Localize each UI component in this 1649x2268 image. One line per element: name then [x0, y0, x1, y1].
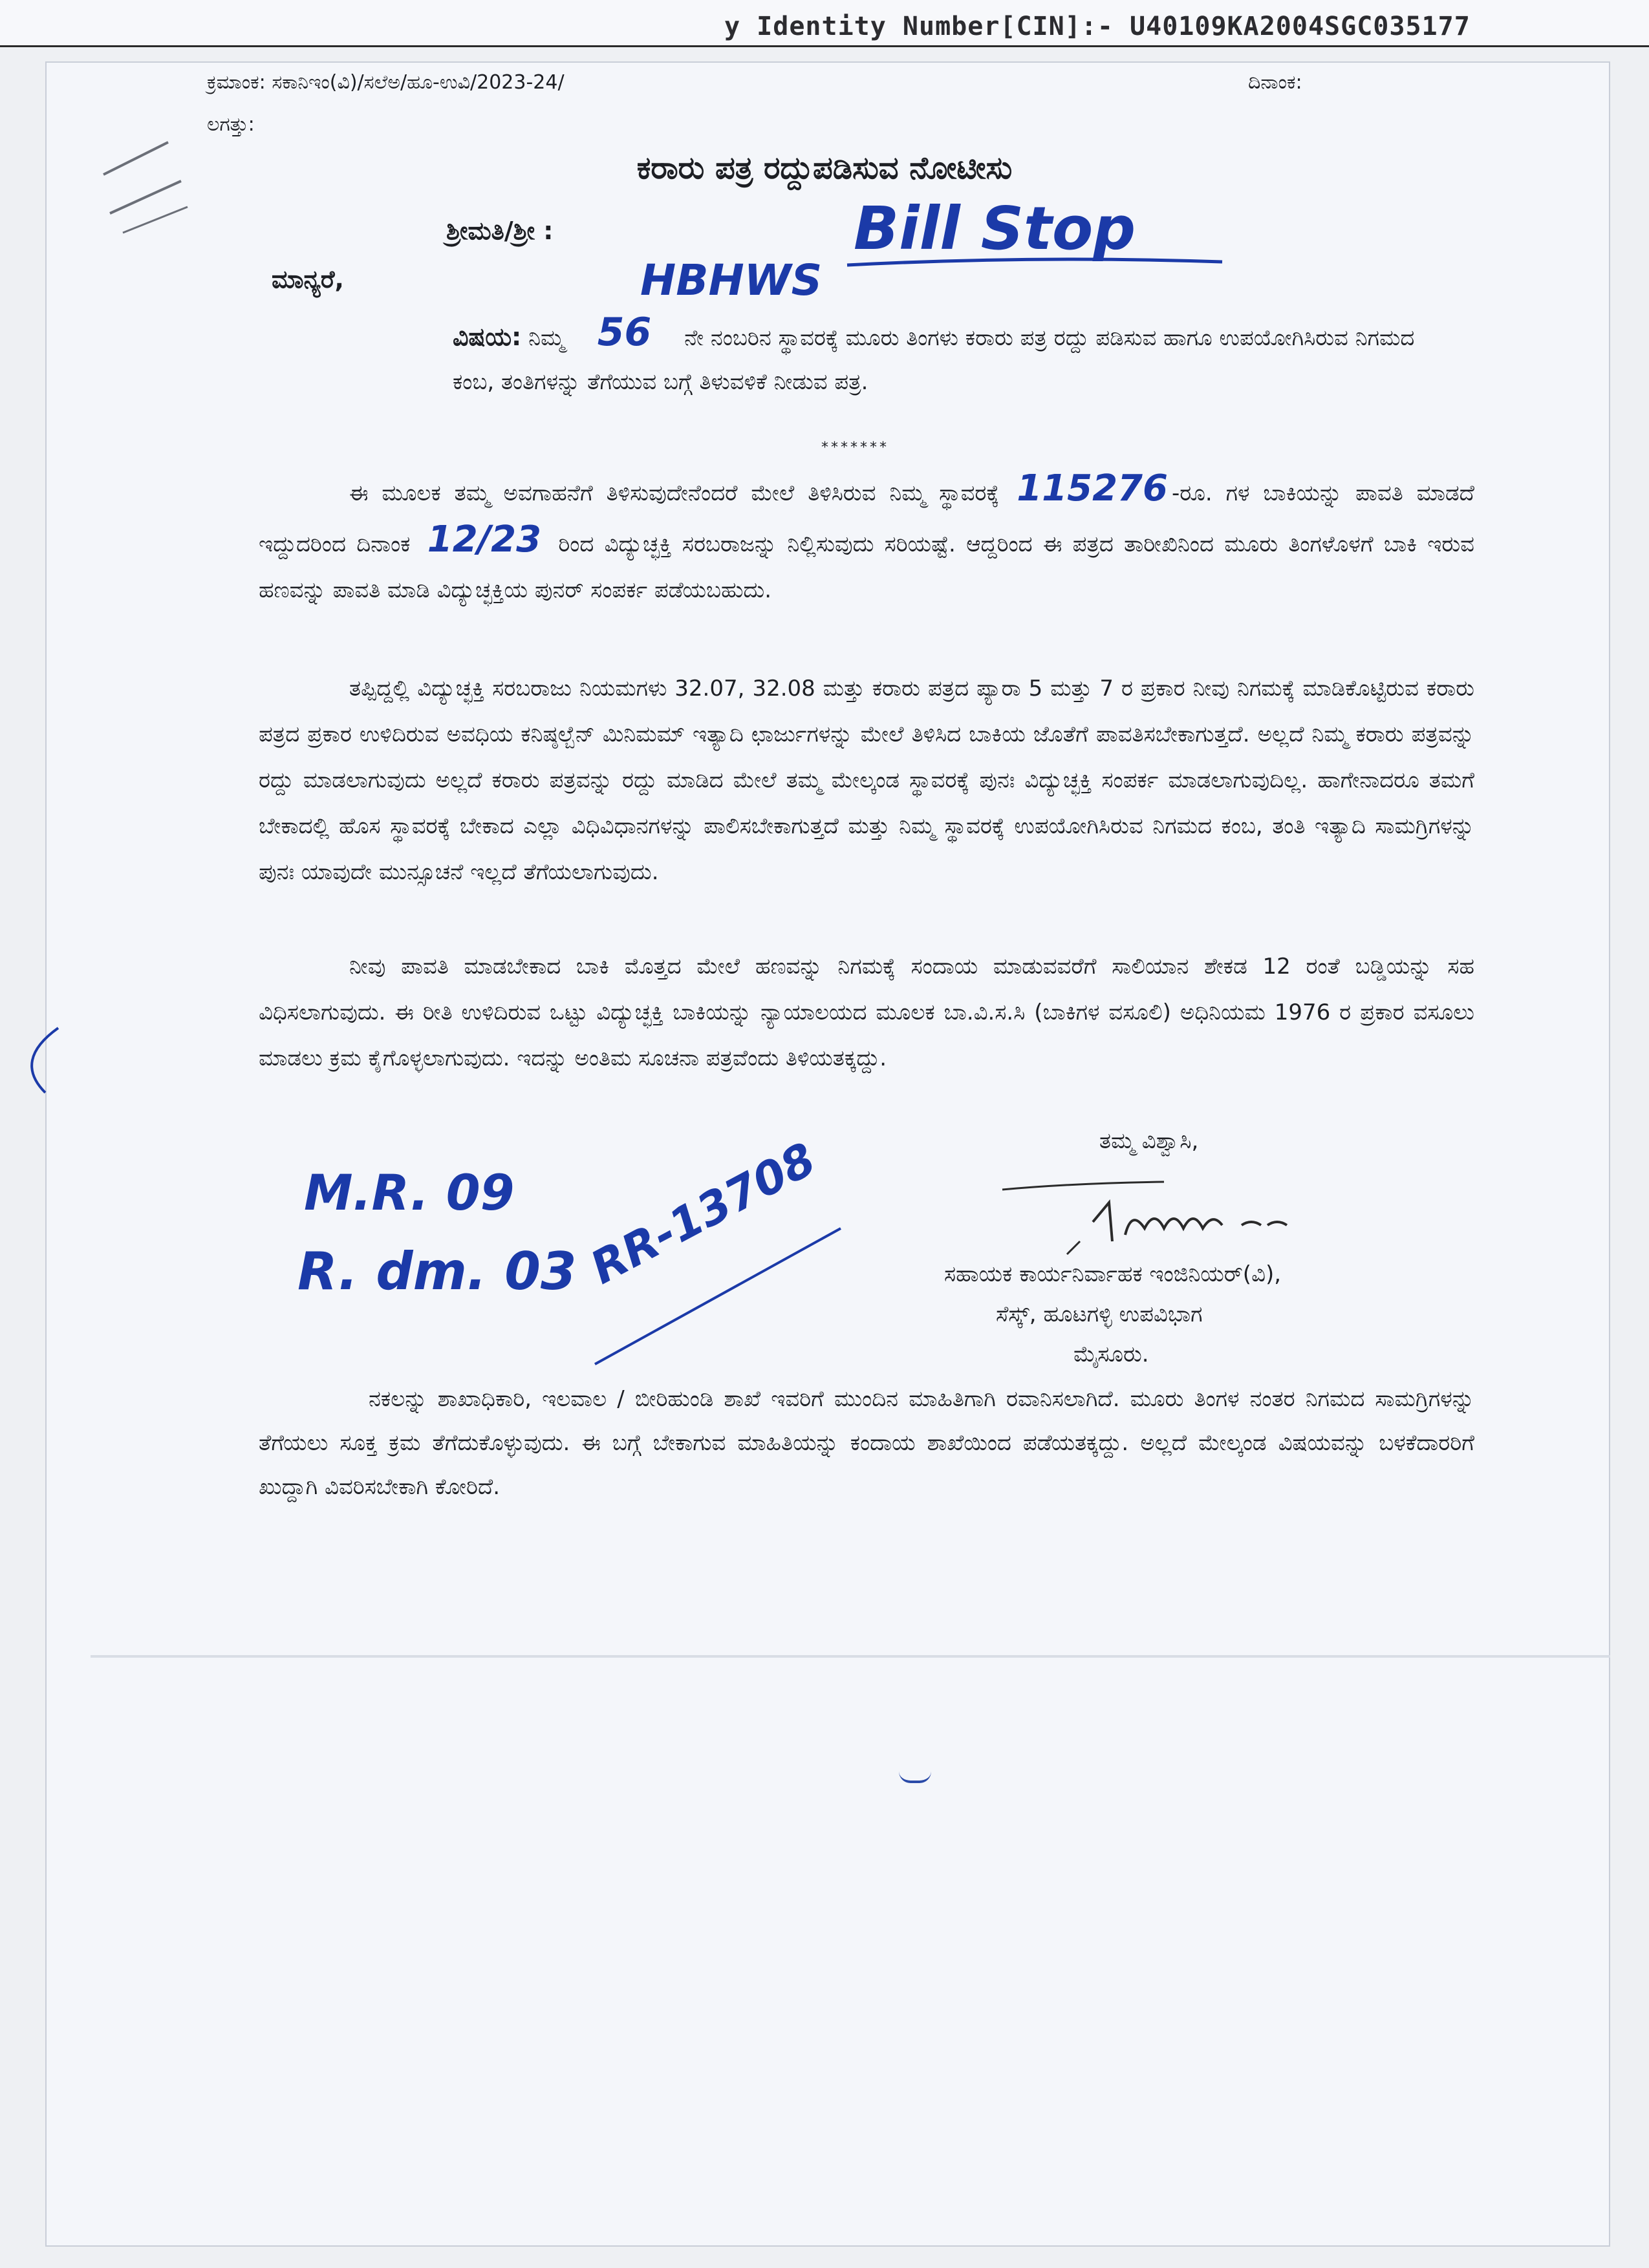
annotation-mr: M.R. 09 — [304, 1164, 515, 1221]
separator: ******* — [821, 440, 889, 456]
subject-label: ವಿಷಯ: — [453, 323, 522, 351]
annotation-rdm: R. dm. 03 — [297, 1241, 577, 1301]
paragraph-1-part-1: ಈ ಮೂಲಕ ತಮ್ಮ ಅವಗಾಹನೆಗೆ ತಿಳಿಸುವುದೇನೆಂದರೆ ಮೇಲೆ ತಿಳಿಸಿರುವ ನಿಮ್ಮ ಸ್ಥಾವರಕ್ಕೆ — [349, 480, 1000, 506]
salutation: ಮಾನ್ಯರೆ, — [272, 265, 344, 294]
subject-text: ನೇ ನಂಬರಿನ ಸ್ಥಾವರಕ್ಕೆ ಮೂರು ತಿಂಗಳು ಕರಾರು ಪತ್ರ ರದ್ದು ಪಡಿಸುವ ಹಾಗೂ ಉಪಯೋಗಿಸಿರುವ ನಿಗಮದ ಕಂಬ, ತಂತಿಗಳನ್ನು ತೆಗೆಯುವ ಬಗ್ಗೆ ತಿಳುವಳಿಕೆ ನೀಡುವ ಪತ್ರ. — [453, 325, 1415, 395]
signatory-designation: ಸಹಾಯಕ ಕಾರ್ಯನಿರ್ವಾಹಕ ಇಂಜಿನಿಯರ್(ವಿ), — [944, 1261, 1282, 1287]
closing: ತಮ್ಮ ವಿಶ್ವಾಸಿ, — [1099, 1128, 1199, 1154]
paragraph-1-part-3: ರಿಂದ ವಿದ್ಯುಚ್ಛಕ್ತಿ ಸರಬರಾಜನ್ನು ನಿಲ್ಲಿಸುವುದು ಸರಿಯಷ್ಟೆ. ಆದ್ದರಿಂದ ಈ ಪತ್ರದ ತಾರೀಖಿನಿಂದ ಮೂರು ತಿಂಗಳೊಳಗೆ ಬಾಕಿ ಇರುವ ಹಣವನ್ನು ಪಾವತಿ ಮಾಡಿ ವಿದ್ಯುಚ್ಛಕ್ತಿಯ ಪುನರ್ ಸಂಪರ್ಕ ಪಡೆಯಬಹುದು. — [259, 531, 1475, 603]
enclosure-label: ಲಗತ್ತು: — [207, 113, 255, 136]
paragraph-3: ನೀವು ಪಾವತಿ ಮಾಡಬೇಕಾದ ಬಾಕಿ ಮೊತ್ತದ ಮೇಲೆ ಹಣವನ್ನು ನಿಗಮಕ್ಕೆ ಸಂದಾಯ ಮಾಡುವವರೆಗೆ ಸಾಲಿಯಾನ ಶೇಕಡ 12 ರಂತೆ ಬಡ್ಡಿಯನ್ನು ಸಹ ವಿಧಿಸಲಾಗುವುದು. ಈ ರೀತಿ ಉಳಿದಿರುವ ಒಟ್ಟು ವಿದ್ಯುಚ್ಛಕ್ತಿ ಬಾಕಿಯನ್ನು ನ್ಯಾಯಾಲಯದ ಮೂಲಕ ಬಾ.ವಿ.ಸ.ಸಿ (ಬಾಕಿಗಳ ವಸೂಲಿ) ಅಧಿನಿಯಮ 1976 ರ ಪ್ರಕಾರ ವಸೂಲು ಮಾಡಲು ಕ್ರಮ ಕೈಗೊಳ್ಳಲಾಗುವುದು. ಇದನ್ನು ಅಂತಿಮ ಸೂಚನಾ ಪತ್ರವೆಂದು ತಿಳಿಯತಕ್ಕದ್ದು. — [259, 954, 1474, 1071]
subject-block — [453, 310, 1423, 404]
annotation-rr: RR-13708 — [582, 1132, 824, 1295]
reference-number: ಕ್ರಮಾಂಕ: ಸಕಾನಿಇಂ(ವಿ)/ಸಲೆಅ/ಹೂ-ಉವಿ/2023-24/ — [207, 71, 565, 94]
signatory-place: ಮೈಸೂರು. — [1073, 1342, 1149, 1367]
paper-fold — [91, 1655, 1610, 1658]
date-label: ದಿನಾಂಕ: — [1248, 71, 1302, 94]
signature — [996, 1164, 1332, 1261]
installation-number-handwritten: 56 — [597, 310, 652, 355]
recipient-name-handwritten: Bill Stop — [854, 194, 1136, 263]
annotation-stroke — [582, 1215, 854, 1371]
margin-pen-mark-left — [0, 1022, 65, 1099]
disconnection-date-handwritten: 12/23 — [427, 519, 542, 561]
paragraph-2: ತಪ್ಪಿದ್ದಲ್ಲಿ ವಿದ್ಯುಚ್ಛಕ್ತಿ ಸರಬರಾಜು ನಿಯಮಗಳು 32.07, 32.08 ಮತ್ತು ಕರಾರು ಪತ್ರದ ಪ್ಯಾರಾ 5 ಮತ್ತು 7 ರ ಪ್ರಕಾರ ನೀವು ನಿಗಮಕ್ಕೆ ಮಾಡಿಕೊಟ್ಟಿರುವ ಕರಾರು ಪತ್ರದ ಪ್ರಕಾರ ಉಳಿದಿರುವ ಅವಧಿಯ ಕನಿಷ್ಠಲ್ಬೆನ್ ಮಿನಿಮಮ್ ಇತ್ಯಾದಿ ಛಾರ್ಜುಗಳನ್ನು ಮೇಲೆ ತಿಳಿಸಿದ ಬಾಕಿಯ ಜೊತೆಗೆ ಪಾವತಿಸಬೇಕಾಗುತ್ತದೆ. ಅಲ್ಲದೆ ನಿಮ್ಮ ಕರಾರು ಪತ್ರವನ್ನು ರದ್ದು ಮಾಡಲಾಗುವುದು ಅಲ್ಲದೆ ಕರಾರು ಪತ್ರವನ್ನು ರದ್ದು ಮಾಡಿದ ಮೇಲೆ ತಮ್ಮ ಮೇಲ್ಕಂಡ ಸ್ಥಾವರಕ್ಕೆ ಪುನಃ ವಿದ್ಯುಚ್ಛಕ್ತಿ ಸಂಪರ್ಕ ಮಾಡಲಾಗುವುದಿಲ್ಲ. ಹಾಗೇನಾದರೂ ತಮಗೆ ಬೇಕಾದಲ್ಲಿ ಹೊಸ ಸ್ಥಾವರಕ್ಕೆ ಬೇಕಾದ ಎಲ್ಲಾ ವಿಧಿವಿಧಾನಗಳನ್ನು ಪಾಲಿಸಬೇಕಾಗುತ್ತದೆ ಮತ್ತು ನಿಮ್ಮ ಸ್ಥಾವರಕ್ಕೆ ಉಪಯೋಗಿಸಿರುವ ನಿಗಮದ ಕಂಬ, ತಂತಿ ಇತ್ಯಾದಿ ಸಾಮಗ್ರಿಗಳನ್ನು ಪುನಃ ಯಾವುದೇ ಮುನ್ಸೂಚನೆ ಇಲ್ಲದೆ ತೆಗೆಯಲಾಗುವುದು. — [259, 676, 1474, 885]
top-strip — [0, 0, 1649, 47]
recipient-underline — [841, 252, 1229, 272]
paragraph-1 — [259, 465, 1474, 614]
cin-number: y Identity Number[CIN]:- U40109KA2004SGC035177 — [724, 12, 1471, 41]
copy-note: ನಕಲನ್ನು ಶಾಖಾಧಿಕಾರಿ, ಇಲವಾಲ / ಬೀರಿಹುಂಡಿ ಶಾಖೆ ಇವರಿಗೆ ಮುಂದಿನ ಮಾಹಿತಿಗಾಗಿ ರವಾನಿಸಲಾಗಿದೆ. ಮೂರು ತಿಂಗಳ ನಂತರ ನಿಗಮದ ಸಾಮಗ್ರಿಗಳನ್ನು ತೆಗೆಯಲು ಸೂಕ್ತ ಕ್ರಮ ತೆಗೆದುಕೊಳ್ಳುವುದು. ಈ ಬಗ್ಗೆ ಬೇಕಾಗುವ ಮಾಹಿತಿಯನ್ನು ಕಂದಾಯ ಶಾಖೆಯಿಂದ ಪಡೆಯತಕ್ಕದ್ದು. ಅಲ್ಲದೆ ಮೇಲ್ಕಂಡ ವಿಷಯವನ್ನು ಬಳಕೆದಾರರಿಗೆ ಖುದ್ದಾಗಿ ವಿವರಿಸಬೇಕಾಗಿ ಕೋರಿದೆ. — [259, 1386, 1475, 1500]
signatory-block — [944, 1254, 1281, 1375]
consumer-code-handwritten: HBHWS — [640, 255, 823, 305]
subject-prefix: ನಿಮ್ಮ — [528, 325, 565, 351]
signatory-office: ಸೆಸ್ಕ್, ಹೂಟಗಳ್ಳಿ ಉಪವಿಭಾಗ — [996, 1301, 1203, 1327]
arrears-amount-handwritten: 115276 — [1017, 467, 1168, 509]
paragraph-1-part-2: -ರೂ. ಗಳ ಬಾಕಿಯನ್ನು ಪಾವತಿ ಮಾಡದೆ ಇದ್ದುದರಿಂದ ದಿನಾಂಕ — [259, 480, 1474, 557]
notice-title: ಕರಾರು ಪತ್ರ ರದ್ದುಪಡಿಸುವ ನೋಟೀಸು — [636, 150, 1013, 186]
recipient-label: ಶ್ರೀಮತಿ/ಶ್ರೀ : — [446, 217, 554, 245]
